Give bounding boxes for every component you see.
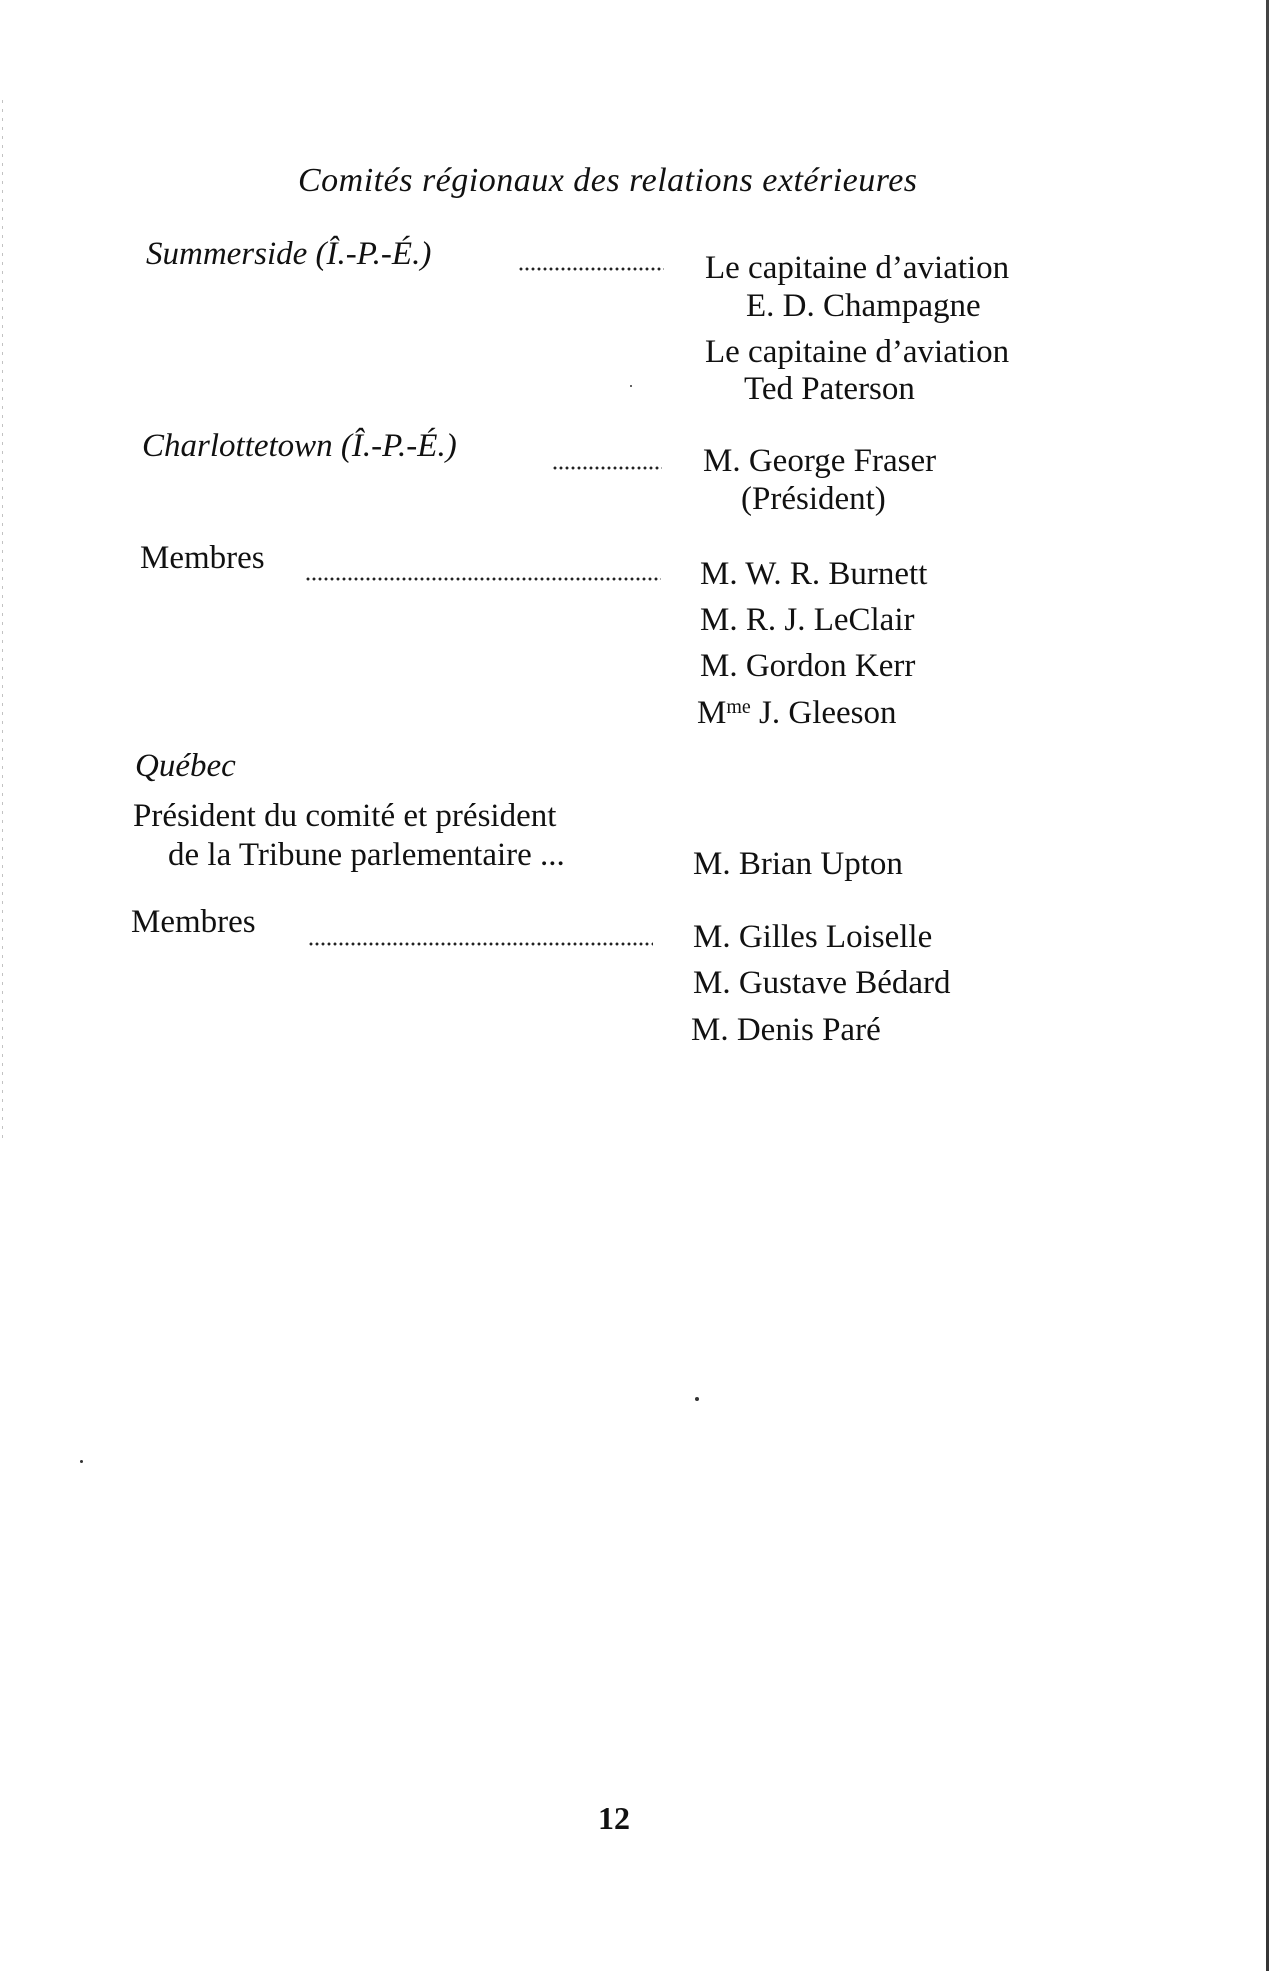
summerside-entry-2-line2: Ted Paterson — [744, 371, 915, 407]
charlottetown-entry-line2: (Président) — [741, 481, 886, 517]
summerside-label: Summerside (Î.-P.-É.) — [146, 236, 432, 272]
dot-leader — [305, 556, 661, 586]
summerside-entry-1-line1: Le capitaine d’aviation — [705, 250, 1010, 286]
mme-prefix: M — [697, 695, 727, 731]
membre-pei-3: M. Gordon Kerr — [700, 648, 916, 684]
charlottetown-label: Charlottetown (Î.-P.-É.) — [142, 428, 457, 464]
membre-quebec-3: M. Denis Paré — [691, 1012, 881, 1048]
dot-leader — [518, 246, 664, 276]
membre-pei-2: M. R. J. LeClair — [700, 602, 915, 638]
page-heading: Comités régionaux des relations extérieures — [298, 162, 918, 199]
summerside-entry-2-line1: Le capitaine d’aviation — [705, 334, 1010, 370]
page-number: 12 — [598, 1800, 630, 1836]
mme-superscript: me — [726, 696, 751, 718]
membres-quebec-label: Membres — [131, 904, 256, 940]
quebec-president-line1: Président du comité et président — [133, 798, 557, 834]
membre-pei-4 — [697, 695, 897, 732]
scan-speck — [80, 1460, 83, 1463]
quebec-president-name: M. Brian Upton — [693, 846, 903, 882]
scan-speck — [630, 385, 632, 387]
quebec-label: Québec — [135, 748, 236, 784]
page-edge-right — [1266, 0, 1269, 1971]
charlottetown-entry-line1: M. George Fraser — [703, 443, 937, 479]
membre-pei-4-name: J. Gleeson — [759, 695, 897, 731]
dot-leader — [552, 445, 662, 475]
membres-pei-label: Membres — [140, 540, 265, 576]
summerside-entry-1-line2: E. D. Champagne — [746, 288, 981, 324]
membre-quebec-1: M. Gilles Loiselle — [693, 919, 933, 955]
membre-quebec-2: M. Gustave Bédard — [693, 965, 951, 1001]
page-edge-left — [2, 100, 3, 1140]
membre-pei-1: M. W. R. Burnett — [700, 556, 928, 592]
scan-speck — [695, 1397, 699, 1401]
dot-leader — [308, 921, 653, 951]
quebec-president-line2: de la Tribune parlementaire ... — [168, 837, 565, 873]
